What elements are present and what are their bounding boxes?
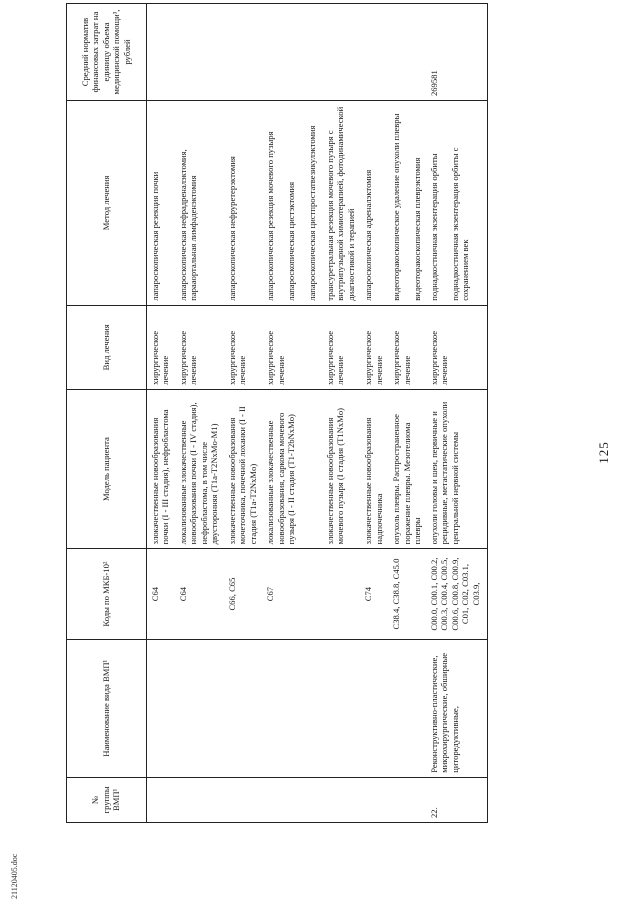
cell-patient-model: опухоль плевры. Распространенное поражение плевры. Мезотелиома плевры xyxy=(388,389,426,548)
cell-treatment-method: лапароскопическая нефрадреналэктомия, парааортальная лимфаденэктомия xyxy=(175,101,224,306)
table-row xyxy=(224,4,262,823)
table-header xyxy=(67,4,147,823)
cell-treatment-method: лапароскопическая резекция почки xyxy=(147,101,175,306)
cell-cost-norm xyxy=(322,4,360,101)
header-patient-model: Модель пациента xyxy=(67,389,147,548)
table-row xyxy=(427,4,488,823)
cell-patient-model: злокачественные новообразования мочевого пузыря (I стадия (T1NxMo) xyxy=(322,389,360,548)
cell-cost-norm xyxy=(388,4,426,101)
cell-mkb-codes: C38.4, C38.8, C45.0 xyxy=(388,549,426,640)
cell-treatment-method: поднадкостничная экзентерация орбиты поднадкостничная экзентерация орбиты с сохранением век xyxy=(427,101,488,306)
file-name: 21120405.doc xyxy=(10,853,19,899)
cell-cost-norm: 269581 xyxy=(427,4,488,101)
cell-treatment-method: лапароскопическая нефруретерэктомия xyxy=(224,101,262,306)
cell-cost-norm xyxy=(262,4,321,101)
table-row xyxy=(147,4,175,823)
cell-patient-model: злокачественные новообразования надпочечника xyxy=(360,389,388,548)
cell-mkb-codes: C00.0, C00.1, C00.2, C00.3, C00.4, C00.5, C00.6, C00.8, C00.9, C01, C02, C03.1, C03.9, xyxy=(427,549,488,640)
table-row xyxy=(360,4,388,823)
cell-treatment-kind: хирургическое лечение xyxy=(224,305,262,389)
header-treatment-kind: Вид лечения xyxy=(67,305,147,389)
cell-treatment-kind: хирургическое лечение xyxy=(175,305,224,389)
cell-group xyxy=(360,777,388,822)
cell-treatment-method: видеоторакоскопическое удаление опухоли плевры видеоторакоскопическая плеврэктомия xyxy=(388,101,426,306)
cell-vmp-name: Реконструктивно-пластические, микрохирургические, обширные циторедуктивные, xyxy=(427,639,488,777)
vmp-table xyxy=(66,3,488,823)
cell-mkb-codes: C64 xyxy=(147,549,175,640)
cell-mkb-codes: C74 xyxy=(360,549,388,640)
cell-treatment-kind: хирургическое лечение xyxy=(147,305,175,389)
header-group: № группы ВМП¹ xyxy=(67,777,147,822)
cell-group xyxy=(322,777,360,822)
cell-vmp-name xyxy=(388,639,426,777)
cell-treatment-method: лапароскопическая резекция мочевого пузыря лапароскопическая цистэктомия лапароскопическая цистпростатвезикулэктомия xyxy=(262,101,321,306)
cell-treatment-kind: хирургическое лечение xyxy=(262,305,321,389)
header-mkb-codes: Коды по МКБ-10² xyxy=(67,549,147,640)
header-vmp-name: Наименование вида ВМП¹ xyxy=(67,639,147,777)
cell-patient-model: злокачественные новообразования мочеточника, почечной лоханки (I - II стадия (T1a-T2NxMo) xyxy=(224,389,262,548)
cell-group xyxy=(262,777,321,822)
cell-vmp-name xyxy=(147,639,175,777)
cell-treatment-method: трансуретральная резекция мочевого пузыря с внутрипузырной химиотерапией, фотодинамической диагностикой и терапией xyxy=(322,101,360,306)
cell-group xyxy=(175,777,224,822)
cell-treatment-kind: хирургическое лечение xyxy=(427,305,488,389)
cell-group: 22. xyxy=(427,777,488,822)
cell-cost-norm xyxy=(224,4,262,101)
cell-mkb-codes xyxy=(322,549,360,640)
cell-mkb-codes: C66, C65 xyxy=(224,549,262,640)
cell-patient-model: локализованные злокачественные новообразования, саркома мочевого пузыря (I - II стадия (T1-T2bNxMo) xyxy=(262,389,321,548)
cell-treatment-method: лапароскопическая адреналэктомия xyxy=(360,101,388,306)
header-treatment-method: Метод лечения xyxy=(67,101,147,306)
cell-vmp-name xyxy=(360,639,388,777)
cell-vmp-name xyxy=(175,639,224,777)
cell-vmp-name xyxy=(322,639,360,777)
cell-treatment-kind: хирургическое лечение xyxy=(360,305,388,389)
cell-group xyxy=(147,777,175,822)
cell-group xyxy=(388,777,426,822)
cell-vmp-name xyxy=(224,639,262,777)
cell-patient-model: злокачественные новообразования почки (I - III стадия), нефробластома xyxy=(147,389,175,548)
table-row xyxy=(388,4,426,823)
cell-cost-norm xyxy=(360,4,388,101)
cell-patient-model: локализованные злокачественные новообразования почки (I - IV стадия), нефробластома, в том числе двусторонняя (T1a-T2NxMo-M1) xyxy=(175,389,224,548)
cell-cost-norm xyxy=(147,4,175,101)
header-cost-norm: Средний норматив финансовых затрат на единицу объема медицинской помощи³, рублей xyxy=(67,4,147,101)
cell-mkb-codes: C67 xyxy=(262,549,321,640)
page-number: 125 xyxy=(596,441,611,464)
cell-mkb-codes: C64 xyxy=(175,549,224,640)
table-row xyxy=(262,4,321,823)
table-row xyxy=(175,4,224,823)
cell-group xyxy=(224,777,262,822)
table-row xyxy=(322,4,360,823)
cell-patient-model: опухоли головы и шеи, первичные и рецидивные, метастатические опухоли центральной нервной системы xyxy=(427,389,488,548)
cell-vmp-name xyxy=(262,639,321,777)
cell-treatment-kind: хирургическое лечение xyxy=(388,305,426,389)
cell-cost-norm xyxy=(175,4,224,101)
cell-treatment-kind: хирургическое лечение xyxy=(322,305,360,389)
